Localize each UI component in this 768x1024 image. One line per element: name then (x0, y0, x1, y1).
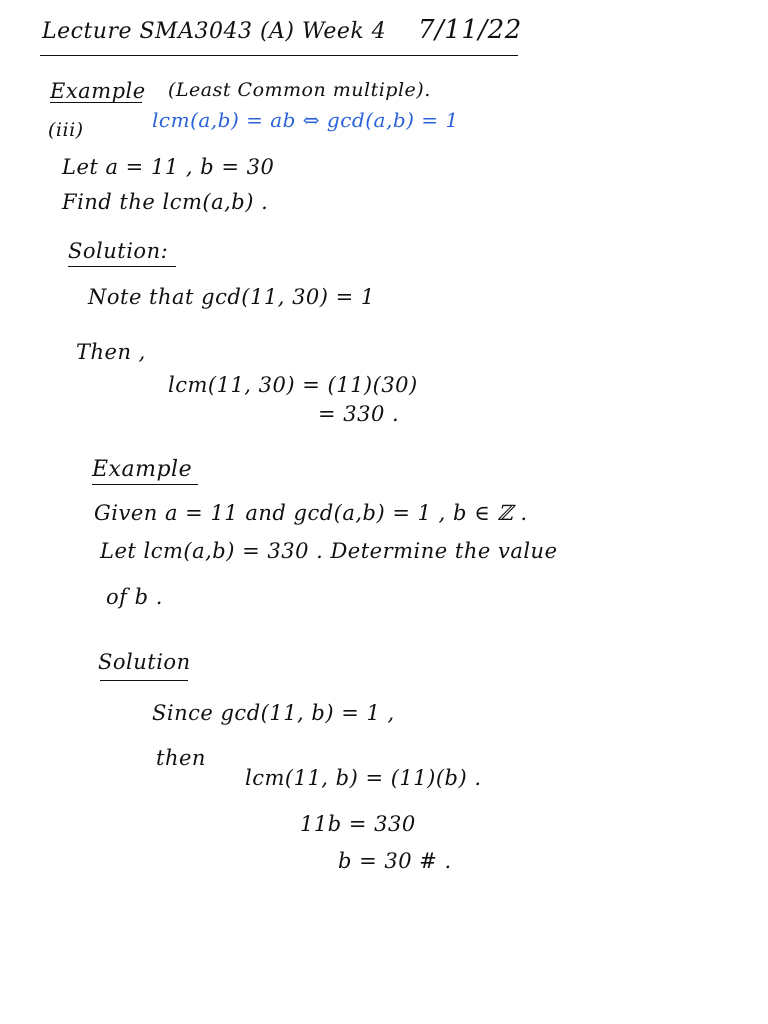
title-underline (40, 55, 518, 56)
example2-solution-heading: Solution (98, 650, 191, 674)
example1-step2-result: = 330 . (318, 402, 400, 426)
example1-step2-equation: lcm(11, 30) = (11)(30) (168, 373, 418, 397)
example1-solution-underline (68, 266, 176, 267)
example2-heading-underline (92, 484, 198, 485)
example2-step2-equation: lcm(11, b) = (11)(b) . (245, 766, 482, 790)
example1-heading: Example (50, 79, 146, 103)
example2-step2-label: then (156, 746, 206, 770)
example1-step1: Note that gcd(11, 30) = 1 (88, 285, 375, 309)
example1-heading-underline (50, 102, 142, 103)
example2-step1: Since gcd(11, b) = 1 , (152, 701, 395, 725)
lecture-title: Lecture SMA3043 (A) Week 4 (42, 19, 387, 44)
example2-given-line2: Let lcm(a,b) = 330 . Determine the value (100, 539, 558, 563)
example1-given: Let a = 11 , b = 30 (62, 155, 275, 179)
example2-given-line3: of b . (106, 585, 163, 609)
lcm-gcd-property: lcm(a,b) = ab ⇔ gcd(a,b) = 1 (152, 108, 459, 132)
example1-subtitle: (Least Common multiple). (168, 79, 431, 101)
example2-heading: Example (92, 457, 193, 482)
example2-given-line1: Given a = 11 and gcd(a,b) = 1 , b ∈ ℤ . (94, 501, 528, 525)
example1-task: Find the lcm(a,b) . (62, 190, 269, 214)
example2-step3: 11b = 330 (300, 812, 416, 836)
item-label: (iii) (48, 119, 84, 141)
example2-solution-underline (100, 680, 188, 681)
example1-solution-heading: Solution: (68, 239, 169, 263)
example1-step2-label: Then , (76, 340, 146, 364)
example2-answer: b = 30 # . (338, 849, 452, 873)
lecture-date: 7/11/22 (418, 15, 522, 45)
